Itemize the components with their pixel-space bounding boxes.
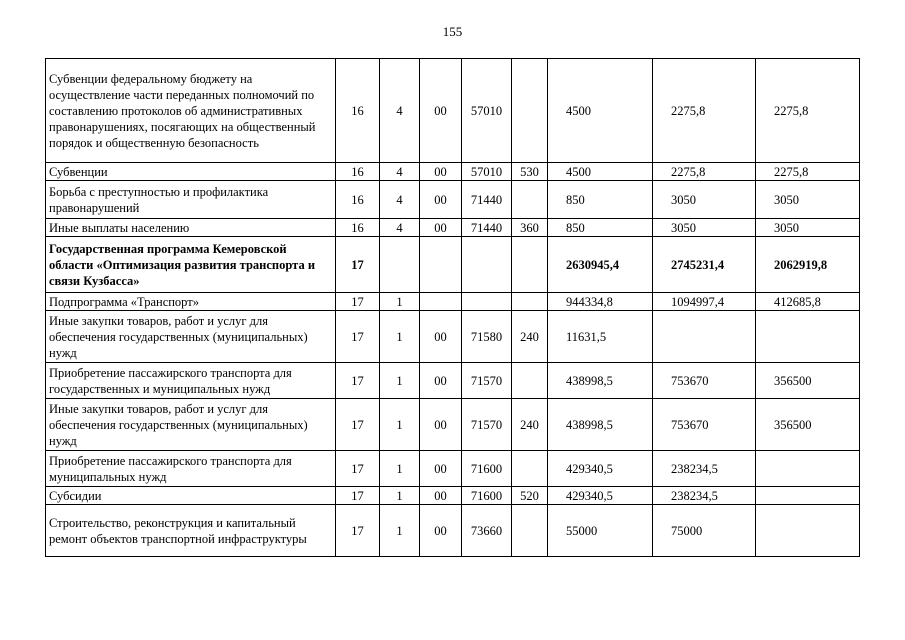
code-gp: 17	[336, 505, 380, 557]
value-2: 1094997,4	[653, 293, 756, 311]
code-dir: 00	[420, 451, 462, 487]
code-sub: 4	[380, 59, 420, 163]
value-1: 850	[548, 219, 653, 237]
value-2: 3050	[653, 219, 756, 237]
code-type	[512, 181, 548, 219]
code-dir: 00	[420, 59, 462, 163]
value-2: 238234,5	[653, 451, 756, 487]
value-2: 2275,8	[653, 163, 756, 181]
code-item	[462, 293, 512, 311]
value-2	[653, 311, 756, 363]
row-name: Иные закупки товаров, работ и услуг для обеспечения государственных (муниципальных) нужд	[46, 399, 336, 451]
code-dir: 00	[420, 311, 462, 363]
value-3: 2275,8	[756, 163, 860, 181]
value-3	[756, 505, 860, 557]
row-name: Приобретение пассажирского транспорта для муниципальных нужд	[46, 451, 336, 487]
table-row	[46, 219, 860, 237]
budget-table	[45, 58, 860, 557]
value-3: 2275,8	[756, 59, 860, 163]
value-2: 238234,5	[653, 487, 756, 505]
code-item: 71570	[462, 363, 512, 399]
value-2: 2745231,4	[653, 237, 756, 293]
code-sub: 4	[380, 181, 420, 219]
code-type	[512, 451, 548, 487]
value-1: 55000	[548, 505, 653, 557]
value-1: 4500	[548, 163, 653, 181]
row-name: Субвенции	[46, 163, 336, 181]
code-item	[462, 237, 512, 293]
row-name: Приобретение пассажирского транспорта для государственных и муниципальных нужд	[46, 363, 336, 399]
value-3: 356500	[756, 363, 860, 399]
code-dir	[420, 293, 462, 311]
code-type	[512, 363, 548, 399]
code-item: 71440	[462, 219, 512, 237]
code-sub: 4	[380, 219, 420, 237]
code-dir	[420, 237, 462, 293]
code-gp: 16	[336, 181, 380, 219]
code-sub	[380, 237, 420, 293]
code-gp: 17	[336, 487, 380, 505]
value-3: 2062919,8	[756, 237, 860, 293]
code-type	[512, 505, 548, 557]
code-type: 240	[512, 399, 548, 451]
code-type: 530	[512, 163, 548, 181]
code-type	[512, 59, 548, 163]
row-name: Борьба с преступностью и профилактика правонарушений	[46, 181, 336, 219]
page-number: 155	[442, 24, 463, 39]
code-sub: 4	[380, 163, 420, 181]
code-gp: 16	[336, 219, 380, 237]
code-type: 360	[512, 219, 548, 237]
table-row	[46, 237, 860, 293]
value-1: 4500	[548, 59, 653, 163]
code-dir: 00	[420, 219, 462, 237]
row-name: Иные закупки товаров, работ и услуг для обеспечения государственных (муниципальных) нужд	[46, 311, 336, 363]
code-item: 57010	[462, 163, 512, 181]
code-dir: 00	[420, 399, 462, 451]
value-1: 850	[548, 181, 653, 219]
table-row	[46, 399, 860, 451]
row-name: Субсидии	[46, 487, 336, 505]
code-item: 73660	[462, 505, 512, 557]
value-2: 753670	[653, 363, 756, 399]
code-sub: 1	[380, 505, 420, 557]
code-gp: 16	[336, 59, 380, 163]
table-row	[46, 451, 860, 487]
code-sub: 1	[380, 399, 420, 451]
table-row	[46, 59, 860, 163]
value-3: 3050	[756, 181, 860, 219]
code-gp: 17	[336, 311, 380, 363]
value-1: 438998,5	[548, 399, 653, 451]
table-row	[46, 487, 860, 505]
value-3	[756, 487, 860, 505]
table-row	[46, 311, 860, 363]
code-item: 71440	[462, 181, 512, 219]
code-item: 71600	[462, 451, 512, 487]
value-2: 753670	[653, 399, 756, 451]
row-name: Субвенции федеральному бюджету на осуществление части переданных полномочий по составлению протоколов об административных правонарушениях, посягающих на общественный порядок и общественную безопасность	[46, 59, 336, 163]
table-row	[46, 181, 860, 219]
value-2: 3050	[653, 181, 756, 219]
code-gp: 17	[336, 399, 380, 451]
code-dir: 00	[420, 487, 462, 505]
value-3: 356500	[756, 399, 860, 451]
value-2: 75000	[653, 505, 756, 557]
value-1: 944334,8	[548, 293, 653, 311]
table-row	[46, 163, 860, 181]
value-1: 11631,5	[548, 311, 653, 363]
code-gp: 17	[336, 451, 380, 487]
row-name: Государственная программа Кемеровской области «Оптимизация развития транспорта и связи Кузбасса»	[46, 237, 336, 293]
code-gp: 17	[336, 363, 380, 399]
value-2: 2275,8	[653, 59, 756, 163]
code-gp: 16	[336, 163, 380, 181]
value-3	[756, 451, 860, 487]
code-item: 71600	[462, 487, 512, 505]
code-type: 240	[512, 311, 548, 363]
value-3: 3050	[756, 219, 860, 237]
code-type: 520	[512, 487, 548, 505]
value-1: 429340,5	[548, 487, 653, 505]
code-type	[512, 237, 548, 293]
row-name: Строительство, реконструкция и капитальный ремонт объектов транспортной инфраструктуры	[46, 505, 336, 557]
code-dir: 00	[420, 505, 462, 557]
value-1: 2630945,4	[548, 237, 653, 293]
table-row	[46, 293, 860, 311]
table-row	[46, 505, 860, 557]
code-sub: 1	[380, 487, 420, 505]
row-name: Иные выплаты населению	[46, 219, 336, 237]
code-item: 57010	[462, 59, 512, 163]
code-dir: 00	[420, 181, 462, 219]
code-sub: 1	[380, 311, 420, 363]
code-gp: 17	[336, 237, 380, 293]
value-1: 438998,5	[548, 363, 653, 399]
code-dir: 00	[420, 163, 462, 181]
code-item: 71570	[462, 399, 512, 451]
code-item: 71580	[462, 311, 512, 363]
code-dir: 00	[420, 363, 462, 399]
code-sub: 1	[380, 293, 420, 311]
code-type	[512, 293, 548, 311]
value-3	[756, 311, 860, 363]
value-3: 412685,8	[756, 293, 860, 311]
value-1: 429340,5	[548, 451, 653, 487]
code-sub: 1	[380, 451, 420, 487]
row-name: Подпрограмма «Транспорт»	[46, 293, 336, 311]
code-gp: 17	[336, 293, 380, 311]
table-row	[46, 363, 860, 399]
code-sub: 1	[380, 363, 420, 399]
